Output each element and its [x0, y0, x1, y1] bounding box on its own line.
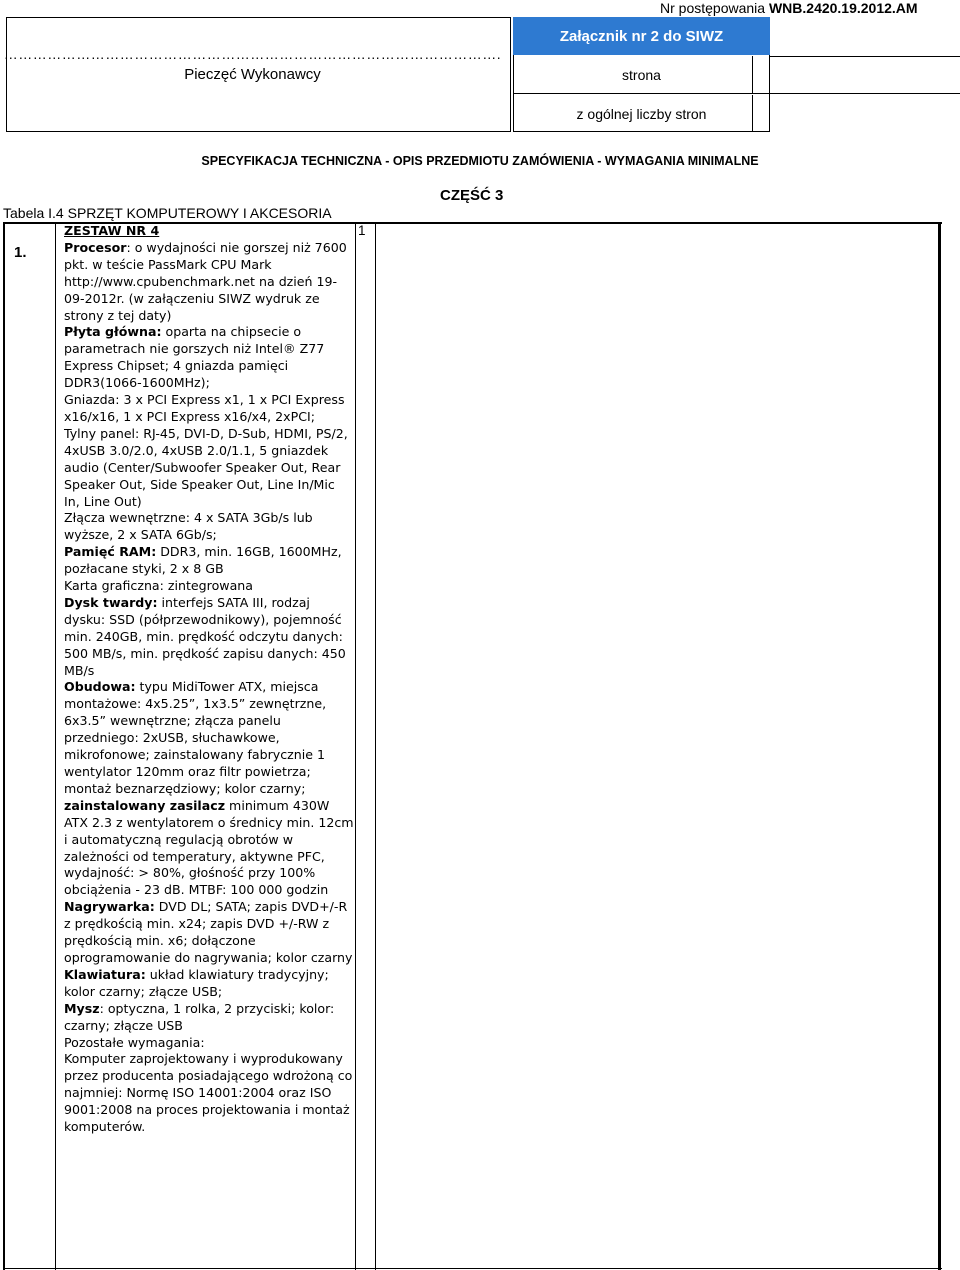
case-reference — [660, 0, 960, 16]
spec-line — [64, 595, 354, 680]
spec-line — [64, 240, 354, 325]
spec-line — [64, 392, 354, 426]
spec-line-label: zainstalowany zasilacz — [64, 797, 226, 813]
spec-line-label: Nagrywarka: — [64, 899, 155, 915]
spec-line-label: Klawiatura: — [64, 966, 146, 982]
spec-line-text: oparta na chipsecie o parametrach nie gorszych niż Intel® Z77 Express Chipset; 4 gniazda pamięci DDR3(1066-1600MHz); — [64, 324, 325, 391]
spec-line-label: Obudowa: — [64, 679, 136, 695]
spec-line-text: układ klawiatury tradycyjny; kolor czarny; złącze USB; — [64, 966, 329, 999]
col-divider — [55, 222, 56, 1270]
spec-line-text: DVD DL; SATA; zapis DVD+/-R z prędkością min. x24; zapis DVD +/-RW z prędkością min. x6; dołączone oprogramowanie do nagrywania; kolor czarny — [64, 899, 353, 965]
page-number-cell — [752, 56, 770, 94]
spec-line — [64, 1035, 354, 1052]
spec-line — [64, 1001, 354, 1035]
spec-line — [64, 426, 354, 511]
spec-line — [64, 967, 354, 1001]
spec-line — [64, 510, 354, 544]
case-reference-prefix: Nr postępowania — [660, 0, 769, 16]
spec-line — [64, 679, 354, 797]
spec-line — [64, 544, 354, 578]
page-field-extension — [770, 56, 960, 94]
table-caption: Tabela I.4 SPRZĘT KOMPUTEROWY I AKCESORIA — [3, 205, 332, 221]
spec-line-text: typu MidiTower ATX, miejsca montażowe: 4x5.25”, 1x3.5” zewnętrzne, 6x3.5” wewnętrzne; złącza panelu przedniego: 2xUSB, słuchawkowe, mikrofonowe; zainstalowany fabrycznie 1 wentylator 120mm oraz filtr powietrza; montaż beznarzędziowy; kolor czarny; — [64, 679, 327, 796]
part-title: CZĘŚĆ 3 — [440, 187, 504, 204]
spec-line-text: Pozostałe wymagania: — [64, 1034, 205, 1050]
spec-line-text: Karta graficzna: zintegrowana — [64, 578, 253, 594]
spec-line-text: Złącza wewnętrzne: 4 x SATA 3Gb/s lub wyższe, 2 x SATA 6Gb/s; — [64, 510, 313, 543]
spec-line-text: minimum 430W ATX 2.3 z wentylatorem o średnicy min. 12cm i automatyczną regulacją obrotów w zależności od temperatury, aktywne PFC, wydajność: > 80%, głośność przy 100% obciążenia - 23 dB. MTBF: 100 000 godzin — [64, 797, 354, 898]
spec-line-text: DDR3, min. 16GB, 1600MHz, pozłacane styki, 2 x 8 GB — [64, 544, 342, 577]
attachment-label: Załącznik nr 2 do SIWZ — [513, 17, 770, 55]
spec-line-text: : o wydajności nie gorszej niż 7600 pkt. w teście PassMark CPU Mark http://www.cpubenchmark.net na dzień 19-09-2012r. (w załączeniu SIWZ wydruk ze strony z tej daty) — [64, 239, 347, 323]
col-divider — [355, 222, 356, 1270]
set-title: ZESTAW NR 4 — [64, 223, 160, 238]
spec-line-text: Gniazda: 3 x PCI Express x1, 1 x PCI Express x16/x16, 1 x PCI Express x16/x4, 2xPCI; — [64, 392, 345, 424]
spec-line — [64, 899, 354, 967]
spec-line-label: Płyta główna: — [64, 324, 162, 340]
case-reference-number: WNB.2420.19.2012.AM — [768, 0, 918, 16]
spec-title: SPECYFIKACJA TECHNICZNA - OPIS PRZEDMIOTU ZAMÓWIENIA - WYMAGANIA MINIMALNE — [201, 154, 759, 168]
stamp-label: Pieczęć Wykonawcy — [184, 66, 321, 83]
spec-line-label: Dysk twardy: — [64, 594, 158, 610]
spec-line — [64, 578, 354, 595]
spec-line — [64, 798, 354, 899]
row-quantity: 1 — [358, 223, 366, 238]
description-lines — [64, 240, 354, 1136]
spec-line-text: interfejs SATA III, rodzaj dysku: SSD (półprzewodnikowy), pojemność min. 240GB, min. prędkość odczytu danych: 500 MB/s, min. prędkość zapisu danych: 450 MB/s — [64, 594, 346, 678]
spec-line-text: Tylny panel: RJ-45, DVI-D, D-Sub, HDMI, PS/2, 4xUSB 3.0/2.0, 4xUSB 2.0/1.1, 5 gniazdek audio (Center/Subwoofer Speaker Out, Rear Speaker Out, Side Speaker Out, Line In/Mic In, Line Out) — [64, 425, 348, 509]
spec-line — [64, 1051, 354, 1136]
table-right-border — [938, 222, 941, 1270]
total-pages-cell — [752, 95, 770, 132]
page-label: strona — [513, 56, 770, 94]
row-number: 1. — [14, 244, 27, 261]
spec-line-label: Mysz — [64, 1000, 100, 1016]
spec-line-label: Pamięć RAM: — [64, 544, 157, 560]
spec-line-text: Komputer zaprojektowany i wyprodukowany przez producenta posiadającego wdrożoną co najmniej: Normę ISO 14001:2004 oraz ISO 9001:2008 na proces projektowania i montaż komputerów. — [64, 1051, 353, 1135]
stamp-dotted-line: …………………………………………………………………………………………. — [3, 46, 502, 62]
spec-line-text: : optyczna, 1 rolka, 2 przyciski; kolor: czarny; złącze USB — [64, 1000, 335, 1033]
total-pages-label: z ogólnej liczby stron — [576, 105, 707, 122]
col-divider — [375, 222, 376, 1270]
table-bottom-border — [3, 1268, 942, 1269]
row-description — [64, 223, 354, 1136]
spec-line-label: Procesor — [64, 239, 127, 255]
spec-line — [64, 324, 354, 392]
